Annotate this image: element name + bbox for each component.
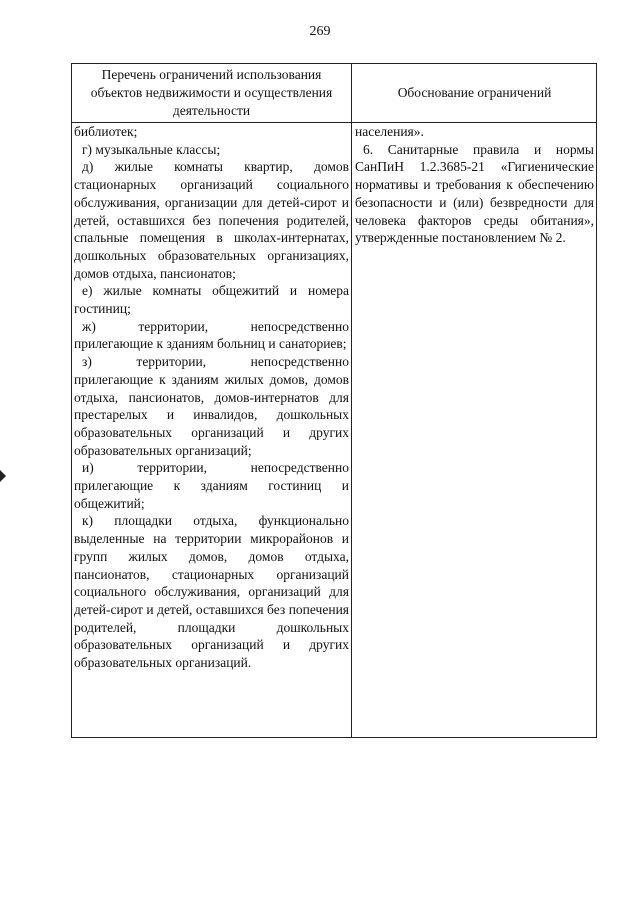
column-divider	[351, 64, 352, 737]
restrictions-table	[71, 63, 597, 738]
page-number: 269	[309, 24, 331, 39]
restriction-paragraph: и) территории, непосредственно прилегающие к зданиям гостиниц и общежитий;	[74, 460, 349, 511]
restriction-paragraph: д) жилые комнаты квартир, домов стационарных организаций социального обслуживания, организации для детей-сирот и детей, оставшихся без попечения родителей, спальные помещения в школах-интернатах, дошкольных образовательных организациях, домов отдыха, пансионатов;	[74, 159, 349, 281]
restriction-paragraph: е) жилые комнаты общежитий и номера гостиниц;	[74, 283, 349, 317]
justification-paragraph: населения».	[355, 124, 424, 139]
header-restrictions-list: Перечень ограничений использования объектов недвижимости и осуществления деятельности	[90, 67, 333, 118]
header-justification: Обоснование ограничений	[397, 85, 552, 100]
justification-paragraph: 6. Санитарные правила и нормы СанПиН 1.2.3685-21 «Гигиенические нормативы и требования к обеспечению безопасности и (или) безвредности для человека факторов среды обитания», утвержденные постановлением № 2.	[355, 141, 594, 246]
restriction-paragraph: г) музыкальные классы;	[82, 141, 221, 157]
restriction-paragraph: библиотек;	[74, 124, 138, 139]
restriction-paragraph: к) площадки отдыха, функционально выделенные на территории микрорайонов и групп жилых домов, домов отдыха, пансионатов, стационарных организаций социального обслуживания, организаций для детей-сирот и детей, оставшихся без попечения родителей, площадки дошкольных образовательных организаций и других образовательных организаций.	[74, 513, 349, 671]
justification-column	[355, 123, 594, 247]
restrictions-column	[74, 123, 349, 672]
restriction-paragraph: ж) территории, непосредственно прилегающие к зданиям больниц и санаториев;	[74, 318, 349, 352]
restriction-paragraph: з) территории, непосредственно прилегающие к зданиям жилых домов, домов отдыха, пансионатов, домов-интернатов для престарелых и инвалидов, дошкольных образовательных организаций и других образовательных организаций;	[74, 354, 349, 458]
scan-edge-mark	[0, 470, 6, 482]
